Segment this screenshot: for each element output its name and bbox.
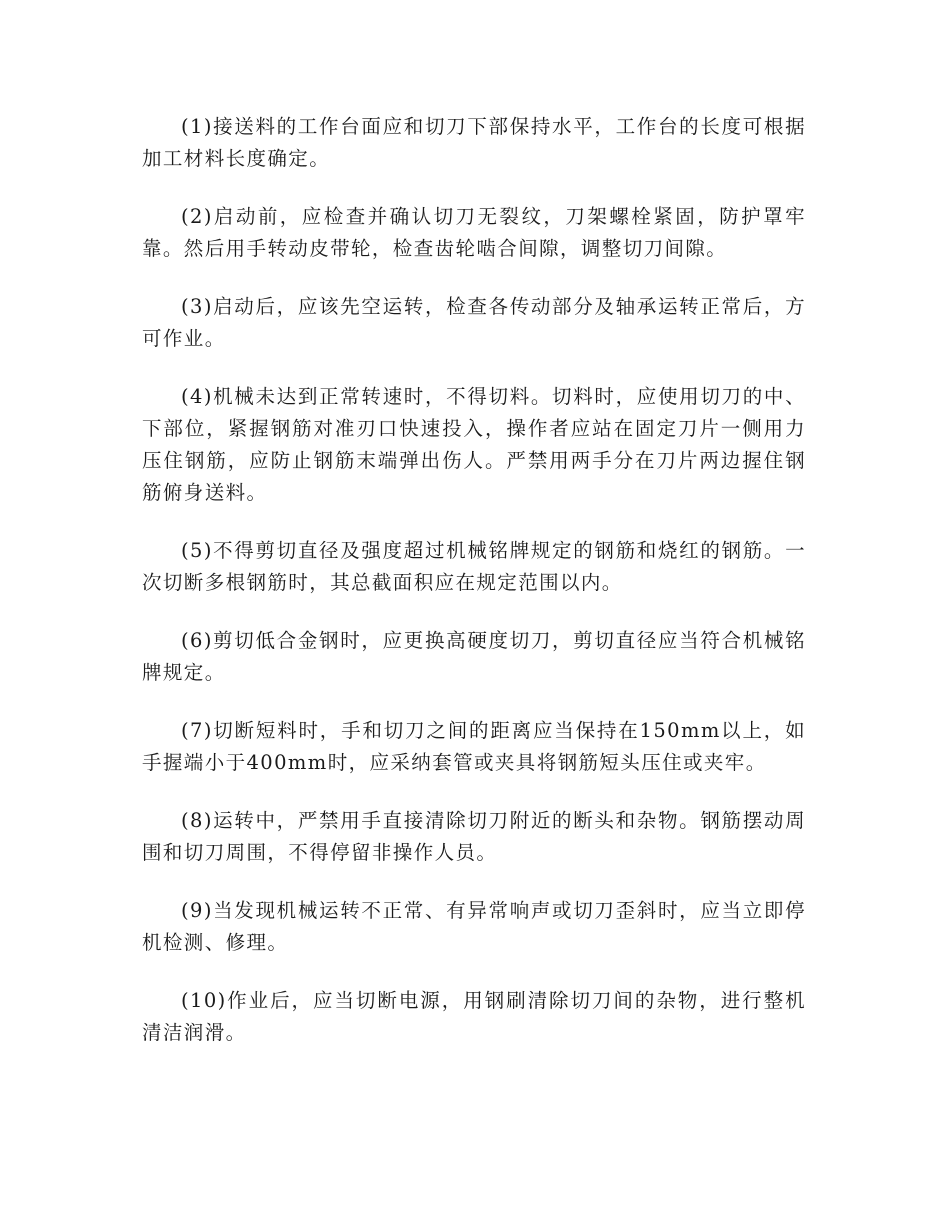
paragraph-8: (8)运转中，严禁用手直接清除切刀附近的断头和杂物。钢筋摆动周围和切刀周围，不得停留非操作人员。 xyxy=(142,809,806,864)
paragraph-7: (7)切断短料时，手和切刀之间的距离应当保持在150mm以上，如手握端小于400mm时，应采纳套管或夹具将钢筋短头压住或夹牢。 xyxy=(142,719,806,774)
paragraph-2: (2)启动前，应检查并确认切刀无裂纹，刀架螺栓紧固，防护罩牢靠。然后用手转动皮带轮，检查齿轮啮合间隙，调整切刀间隙。 xyxy=(142,205,806,260)
paragraph-3: (3)启动后，应该先空运转，检查各传动部分及轴承运转正常后，方可作业。 xyxy=(142,295,806,350)
paragraph-5: (5)不得剪切直径及强度超过机械铭牌规定的钢筋和烧红的钢筋。一次切断多根钢筋时，其总截面积应在规定范围以内。 xyxy=(142,539,806,594)
paragraph-10: (10)作业后，应当切断电源，用钢刷清除切刀间的杂物，进行整机清洁润滑。 xyxy=(142,989,806,1044)
paragraph-9: (9)当发现机械运转不正常、有异常响声或切刀歪斜时，应当立即停机检测、修理。 xyxy=(142,899,806,954)
paragraph-6: (6)剪切低合金钢时，应更换高硬度切刀，剪切直径应当符合机械铭牌规定。 xyxy=(142,629,806,684)
paragraph-4: (4)机械未达到正常转速时，不得切料。切料时，应使用切刀的中、下部位，紧握钢筋对准刃口快速投入，操作者应站在固定刀片一侧用力压住钢筋，应防止钢筋末端弹出伤人。严禁用两手分在刀片两边握住钢筋俯身送料。 xyxy=(142,385,806,504)
paragraph-1: (1)接送料的工作台面应和切刀下部保持水平，工作台的长度可根据加工材料长度确定。 xyxy=(142,115,806,170)
document-body xyxy=(142,111,806,1049)
